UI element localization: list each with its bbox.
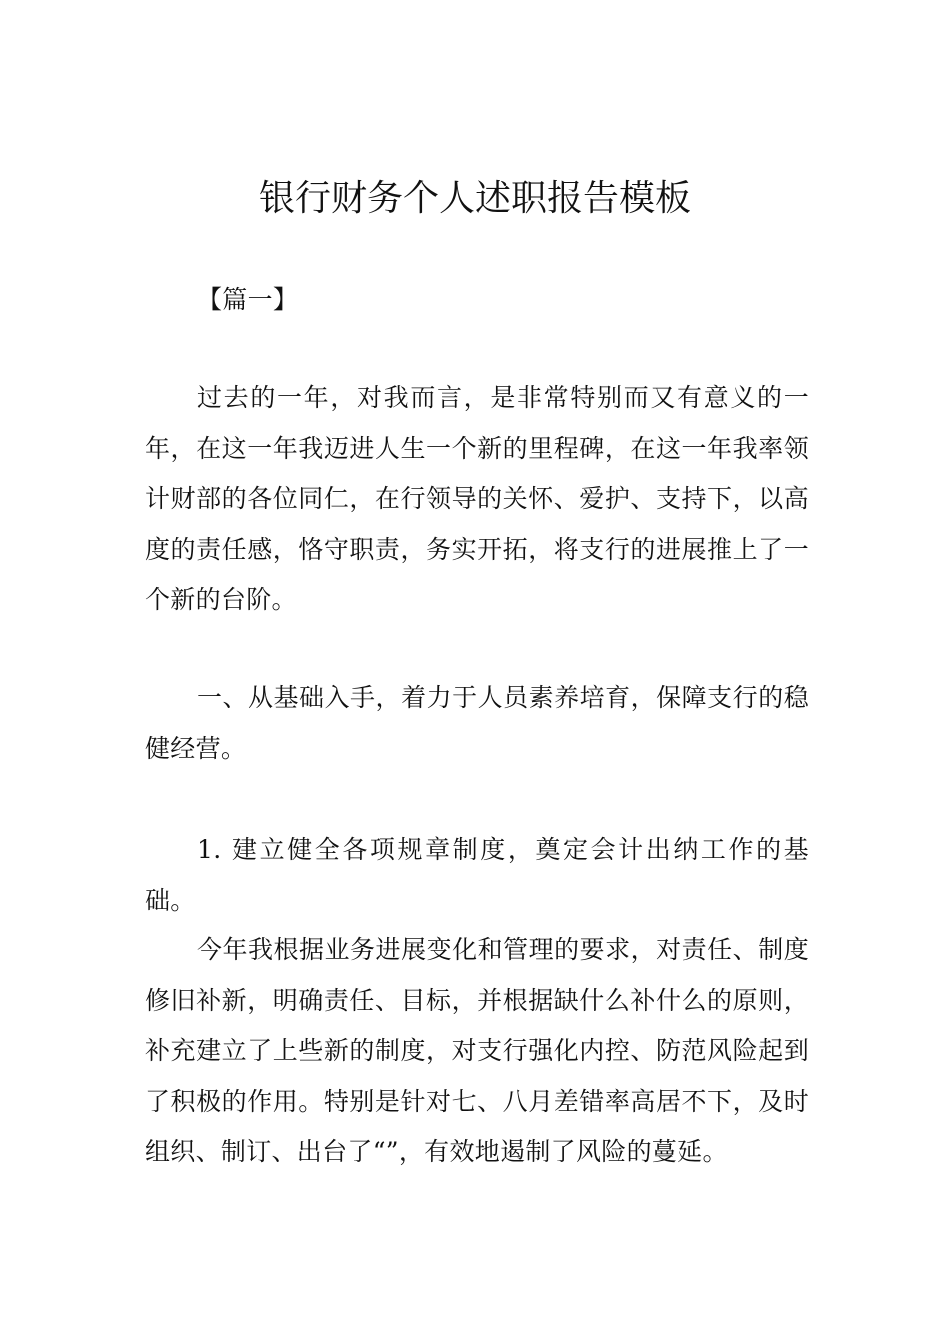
- paragraph-subheading-one: 1. 建立健全各项规章制度，奠定会计出纳工作的基础。: [145, 835, 809, 915]
- paragraph-intro: 过去的一年，对我而言，是非常特别而又有意义的一年，在这一年我迈进人生一个新的里程碑，在这一年我率领计财部的各位同仁，在行领导的关怀、爱护、支持下，以高度的责任感，恪守职责，务实开拓，将支行的进展推上了一个新的台阶。: [145, 383, 809, 614]
- paragraph-body: 今年我根据业务进展变化和管理的要求，对责任、制度修旧补新，明确责任、目标，并根据缺什么补什么的原则，补充建立了上些新的制度，对支行强化内控、防范风险起到了积极的作用。特别是针对七、八月差错率高居不下，及时组织、制订、出台了“”，有效地遏制了风险的蔓延。: [145, 935, 809, 1166]
- document-title: 银行财务个人述职报告模板: [258, 178, 691, 219]
- section-label: 【篇一】: [197, 285, 299, 314]
- paragraph-heading-one: 一、从基础入手，着力于人员素养培育，保障支行的稳健经营。: [145, 683, 809, 763]
